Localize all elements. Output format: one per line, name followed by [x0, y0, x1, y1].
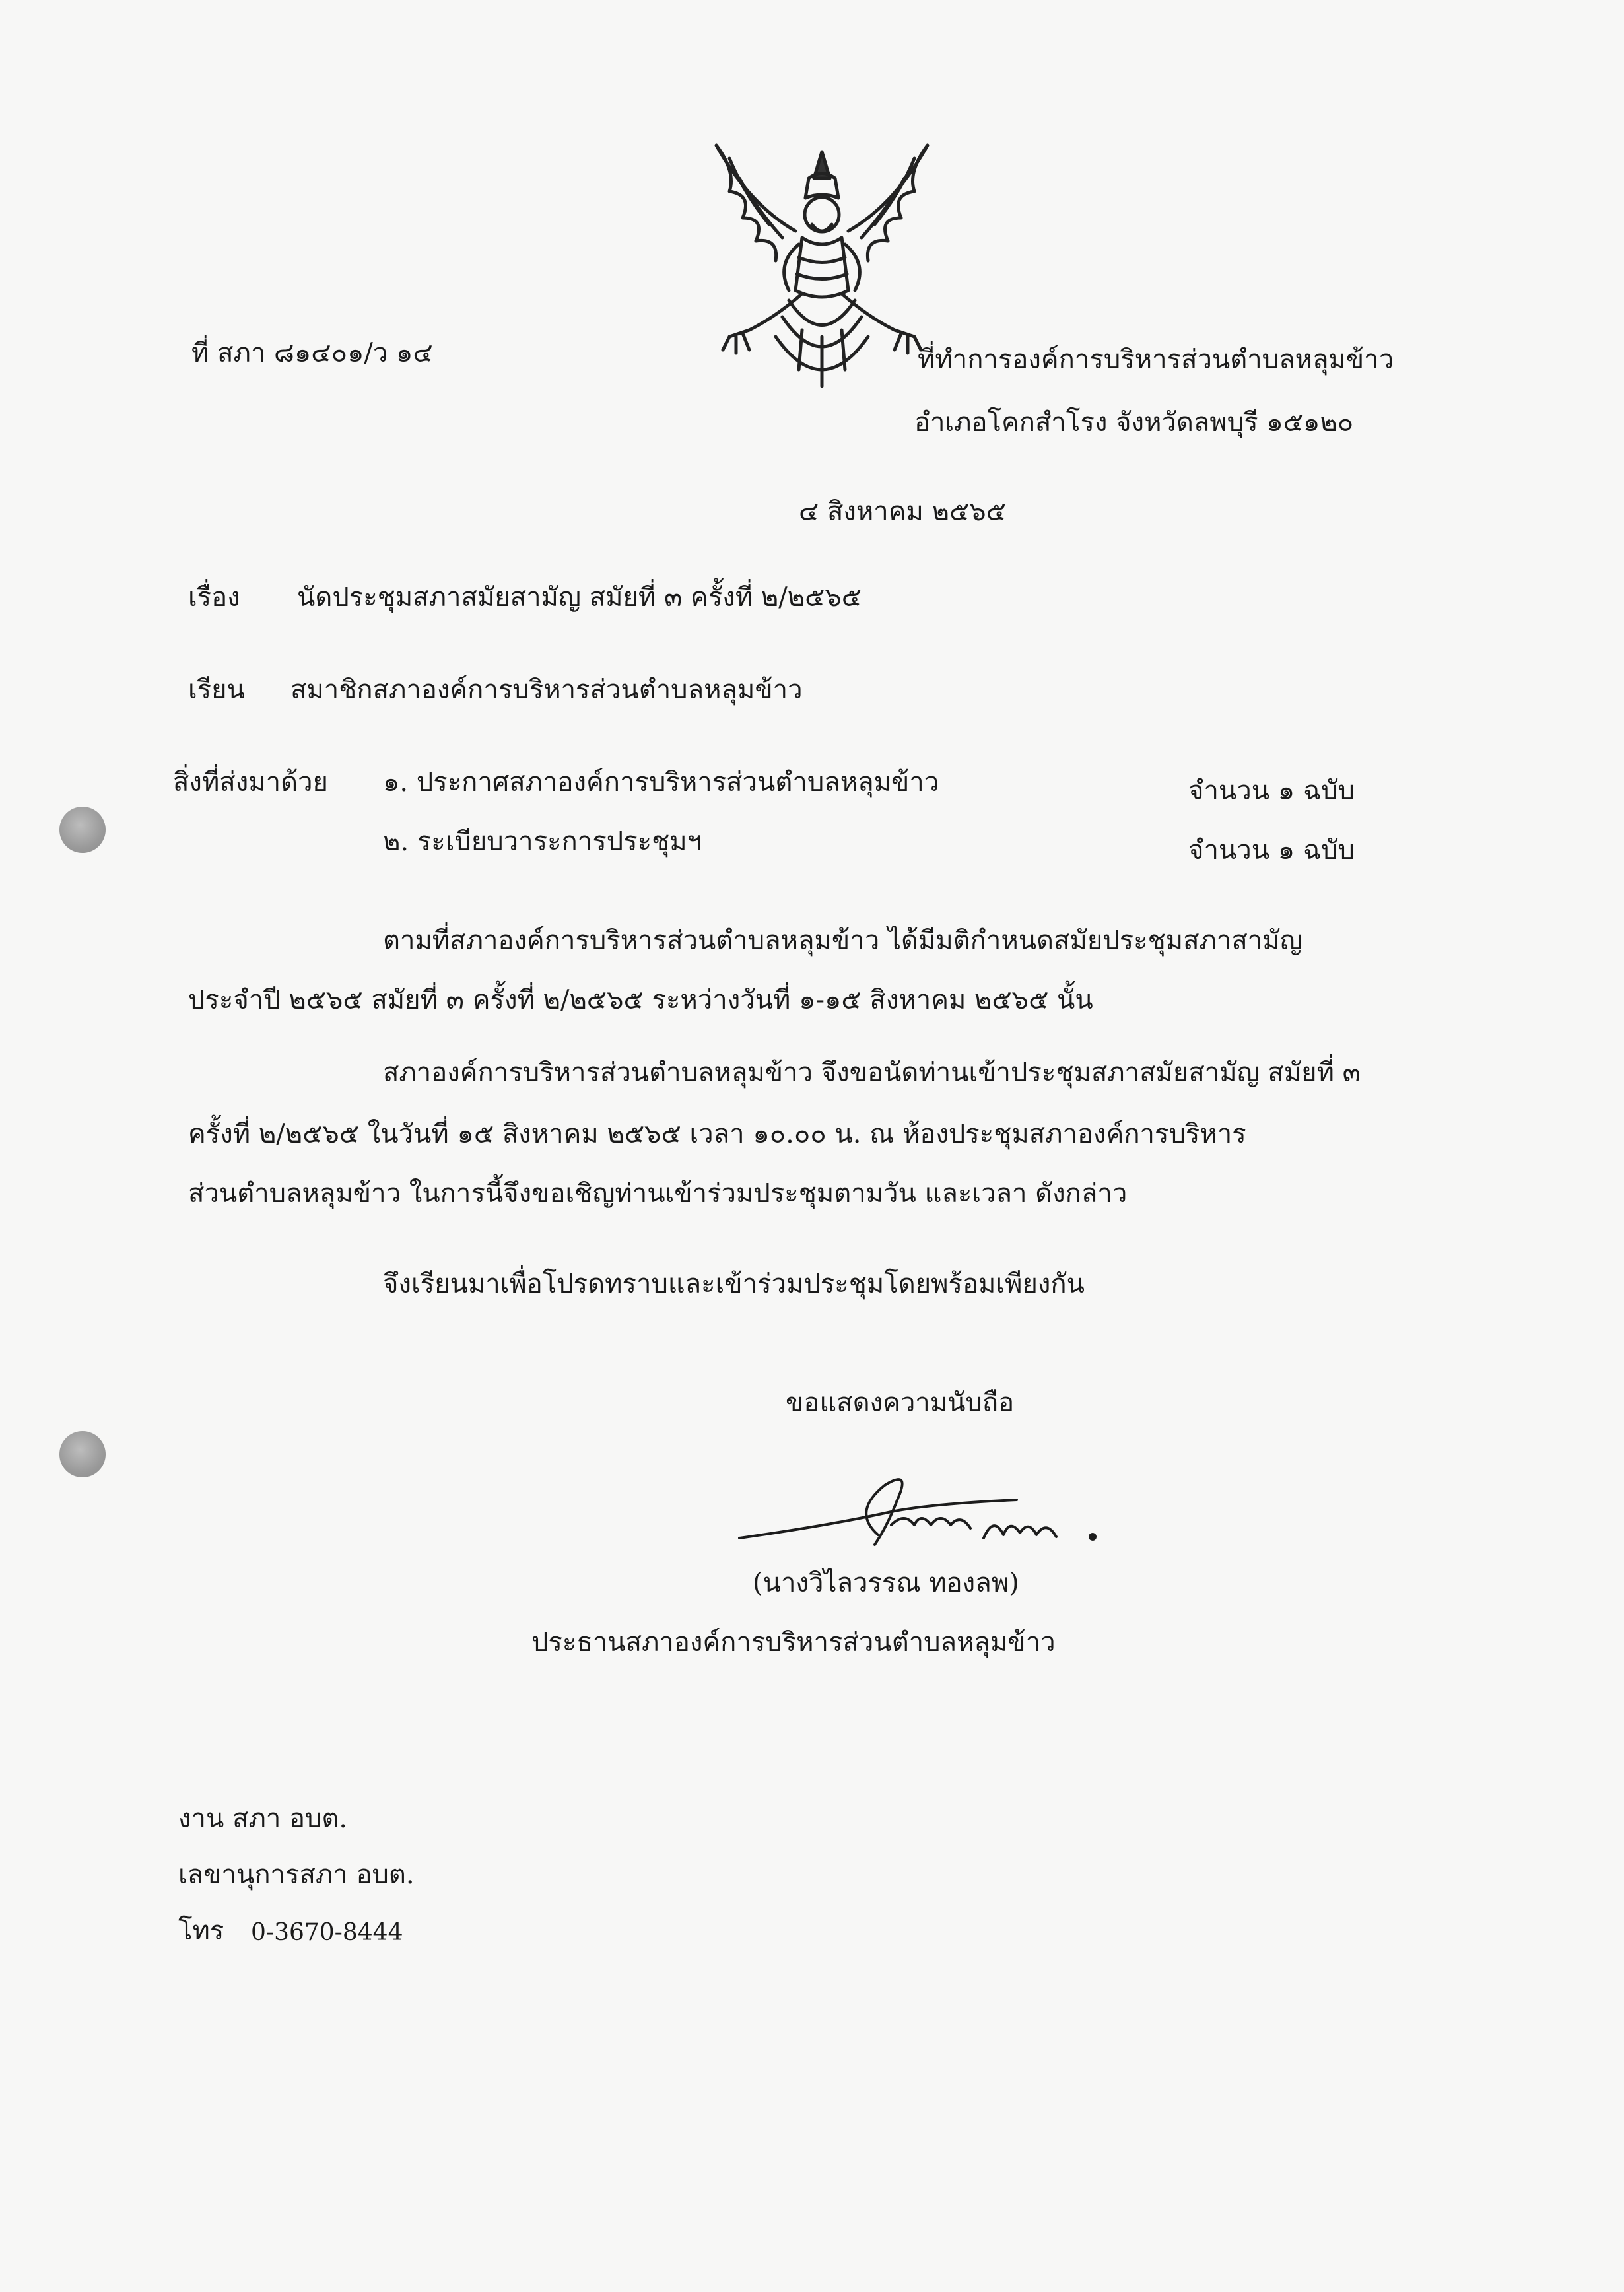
closing-regards: ขอแสดงความนับถือ: [786, 1388, 1015, 1418]
punch-hole-bottom: [59, 1431, 106, 1477]
reference-number: ที่ สภา ๘๑๔๐๑/ว ๑๔: [191, 338, 433, 368]
body-paragraph-1-line-1: ตามที่สภาองค์การบริหารส่วนตำบลหลุมข้าว ได้มีมติกำหนดสมัยประชุมสภาสามัญ: [383, 926, 1303, 956]
body-paragraph-3: จึงเรียนมาเพื่อโปรดทราบและเข้าร่วมประชุมโดยพร้อมเพียงกัน: [383, 1269, 1085, 1299]
body-paragraph-1-line-2: ประจำปี ๒๕๖๕ สมัยที่ ๓ ครั้งที่ ๒/๒๕๖๕ ระหว่างวันที่ ๑-๑๕ สิงหาคม ๒๕๖๕ นั้น: [188, 985, 1093, 1015]
body-paragraph-2-line-1: สภาองค์การบริหารส่วนตำบลหลุมข้าว จึงขอนัดท่านเข้าประชุมสภาสมัยสามัญ สมัยที่ ๓: [383, 1058, 1361, 1088]
enclosure-qty: จำนวน ๑ ฉบับ: [1188, 835, 1355, 865]
footer-phone-label: โทร: [178, 1916, 224, 1946]
body-paragraph-2-line-2: ครั้งที่ ๒/๒๕๖๕ ในวันที่ ๑๕ สิงหาคม ๒๕๖๕ เวลา ๑๐.๐๐ น. ณ ห้องประชุมสภาองค์การบริหาร: [188, 1119, 1246, 1149]
recipient-text: สมาชิกสภาองค์การบริหารส่วนตำบลหลุมข้าว: [290, 675, 803, 705]
enclosures-label: สิ่งที่ส่งมาด้วย: [173, 767, 328, 797]
recipient-label: เรียน: [188, 675, 245, 705]
handwritten-signature-icon: [733, 1459, 1129, 1565]
subject-label: เรื่อง: [188, 582, 240, 613]
letter-date: ๔ สิงหาคม ๒๕๖๕: [799, 496, 1006, 527]
signatory-name: (นางวิไลวรรณ ทองลพ): [753, 1568, 1019, 1598]
enclosure-item: ๑. ประกาศสภาองค์การบริหารส่วนตำบลหลุมข้าว: [383, 767, 939, 797]
body-paragraph-2-line-3: ส่วนตำบลหลุมข้าว ในการนี้จึงขอเชิญท่านเข้าร่วมประชุมตามวัน และเวลา ดังกล่าว: [188, 1178, 1128, 1209]
office-address-line1: ที่ทำการองค์การบริหารส่วนตำบลหลุมข้าว: [918, 345, 1394, 375]
punch-hole-top: [59, 807, 106, 853]
office-address-line2: อำเภอโคกสำโรง จังหวัดลพบุรี ๑๕๑๒๐: [914, 407, 1354, 438]
signatory-title: ประธานสภาองค์การบริหารส่วนตำบลหลุมข้าว: [531, 1627, 1056, 1658]
footer-department: งาน สภา อบต.: [178, 1803, 348, 1834]
footer-phone: 0-3670-8444: [251, 1919, 403, 1946]
subject-text: นัดประชุมสภาสมัยสามัญ สมัยที่ ๓ ครั้งที่ ๒/๒๕๖๕: [297, 582, 862, 613]
enclosure-item: ๒. ระเบียบวาระการประชุมฯ: [383, 826, 702, 857]
garuda-emblem-icon: [690, 132, 954, 409]
footer-secretary: เลขานุการสภา อบต.: [178, 1860, 415, 1890]
enclosure-qty: จำนวน ๑ ฉบับ: [1188, 776, 1355, 806]
